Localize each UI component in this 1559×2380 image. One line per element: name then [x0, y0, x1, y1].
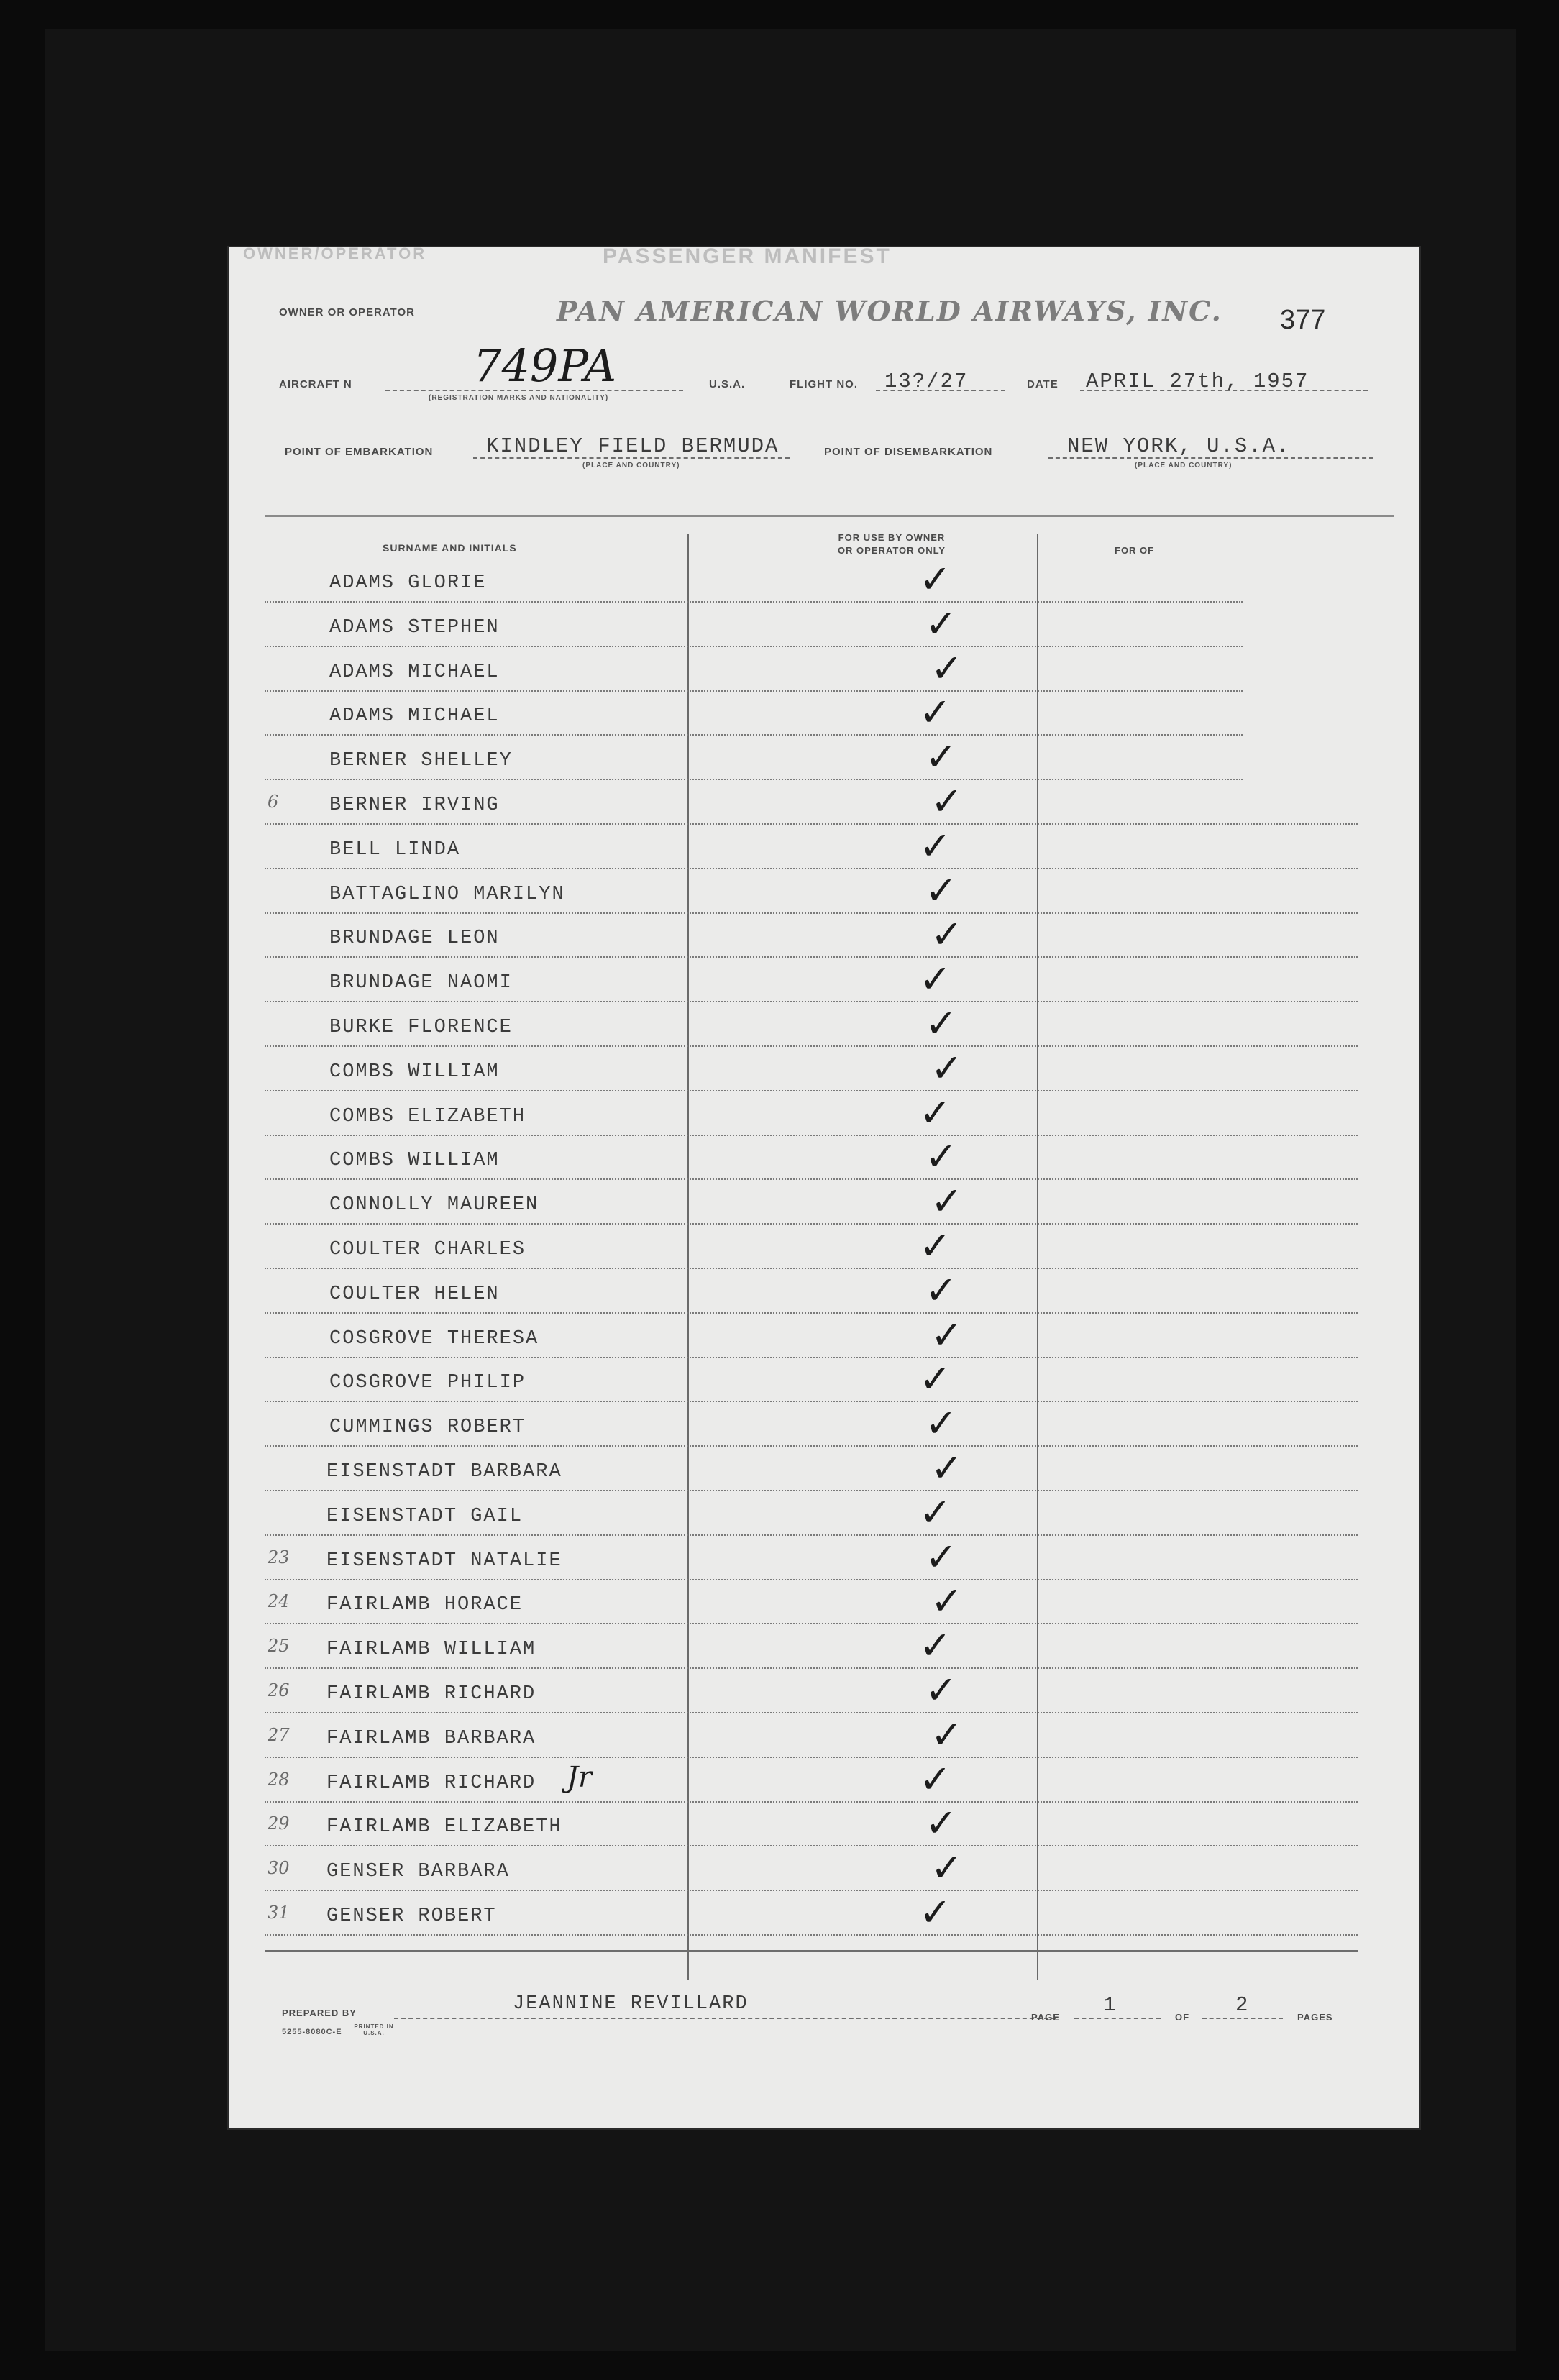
aircraft-label: AIRCRAFT N: [279, 378, 352, 390]
row-rule: [265, 1890, 1358, 1891]
passenger-name: ADAMS STEPHEN: [329, 617, 500, 639]
passenger-name: FAIRLAMB RICHARD: [326, 1683, 536, 1705]
check-mark-icon: ✓: [919, 1090, 952, 1135]
row-rule: [265, 1623, 1358, 1624]
passenger-name: GENSER BARBARA: [326, 1861, 510, 1882]
check-mark-icon: ✓: [919, 1623, 952, 1668]
check-mark-icon: ✓: [931, 1178, 964, 1224]
passenger-name: EISENSTADT NATALIE: [326, 1550, 562, 1572]
check-mark-icon: ✓: [931, 1045, 964, 1091]
prepared-by-label: PREPARED BY: [282, 2008, 357, 2018]
passenger-name: BATTAGLINO MARILYN: [329, 884, 565, 905]
usa-label: U.S.A.: [709, 378, 746, 390]
row-rule: [265, 1579, 1358, 1580]
owner-use-header-1: FOR USE BY OWNER: [838, 532, 946, 543]
row-rule: [265, 1001, 1358, 1002]
passenger-name: BERNER IRVING: [329, 795, 500, 816]
row-number: 31: [268, 1903, 290, 1923]
row-rule: [265, 1045, 1358, 1047]
check-mark-icon: ✓: [925, 734, 958, 779]
passenger-name: COULTER CHARLES: [329, 1239, 526, 1260]
row-rule: [265, 912, 1358, 914]
printed-in-usa: PRINTED IN U.S.A.: [354, 2023, 394, 2036]
row-number: 24: [268, 1591, 290, 1611]
passenger-name: EISENSTADT BARBARA: [326, 1461, 562, 1483]
row-number: 6: [268, 792, 279, 812]
embark-sublabel: (PLACE AND COUNTRY): [582, 462, 680, 470]
check-mark-icon: ✓: [919, 1757, 952, 1802]
surname-column-header: SURNAME AND INITIALS: [383, 542, 517, 554]
row-number: 26: [268, 1680, 290, 1701]
row-rule: [265, 868, 1358, 869]
passenger-name: ADAMS MICHAEL: [329, 705, 500, 727]
check-mark-icon: ✓: [931, 1578, 964, 1624]
check-mark-icon: ✓: [925, 868, 958, 913]
jr-annotation: Jr: [567, 1761, 593, 1794]
passenger-name: CUMMINGS ROBERT: [329, 1416, 526, 1438]
check-mark-icon: ✓: [931, 1445, 964, 1491]
row-number: 30: [268, 1858, 290, 1878]
check-mark-icon: ✓: [925, 1134, 958, 1179]
check-mark-icon: ✓: [931, 779, 964, 824]
row-number: 28: [268, 1770, 290, 1790]
passenger-name: COMBS WILLIAM: [329, 1150, 500, 1171]
aircraft-value: 749PA: [473, 339, 617, 392]
passenger-name: BELL LINDA: [329, 839, 461, 861]
row-number: 23: [268, 1547, 290, 1567]
passenger-name: EISENSTADT GAIL: [326, 1506, 524, 1527]
passenger-name: COSGROVE PHILIP: [329, 1372, 526, 1393]
passenger-name: GENSER ROBERT: [326, 1905, 497, 1927]
date-value: APRIL 27th, 1957: [1086, 370, 1309, 393]
row-rule: [265, 1401, 1358, 1402]
flight-label: FLIGHT NO.: [790, 378, 858, 390]
disembark-value: NEW YORK, U.S.A.: [1067, 434, 1291, 458]
for-of-column-header: FOR OF: [1115, 545, 1155, 556]
passenger-name: BRUNDAGE NAOMI: [329, 972, 513, 994]
row-rule: [265, 1534, 1358, 1536]
passenger-name: BERNER SHELLEY: [329, 750, 513, 772]
row-rule: [265, 1268, 1358, 1269]
check-mark-icon: ✓: [919, 690, 952, 735]
owner-use-header-2: OR OPERATOR ONLY: [837, 545, 946, 556]
row-rule: [265, 1934, 1358, 1936]
row-rule: [265, 1490, 1358, 1491]
passenger-name: ADAMS GLORIE: [329, 572, 487, 594]
embark-label: POINT OF EMBARKATION: [285, 446, 434, 458]
passenger-name: FAIRLAMB BARBARA: [326, 1728, 536, 1749]
check-mark-icon: ✓: [925, 1667, 958, 1713]
row-rule: [265, 1090, 1358, 1091]
passenger-name: ADAMS MICHAEL: [329, 662, 500, 683]
check-mark-icon: ✓: [925, 601, 958, 646]
check-mark-icon: ✓: [919, 1490, 952, 1535]
ghost-left-text: OWNER/OPERATOR: [243, 247, 427, 262]
row-rule: [265, 1801, 1358, 1803]
row-number: 25: [268, 1636, 290, 1656]
check-mark-icon: ✓: [925, 1268, 958, 1313]
check-mark-icon: ✓: [919, 823, 952, 869]
check-mark-icon: ✓: [931, 1845, 964, 1890]
of-label: OF: [1175, 2012, 1190, 2023]
check-mark-icon: ✓: [931, 1312, 964, 1358]
row-rule: [265, 734, 1243, 736]
row-rule: [265, 1223, 1358, 1225]
passenger-name: BRUNDAGE LEON: [329, 928, 500, 949]
embark-value: KINDLEY FIELD BERMUDA: [486, 434, 779, 458]
check-mark-icon: ✓: [931, 912, 964, 957]
form-number: 5255-8080C-E: [282, 2028, 342, 2036]
check-mark-icon: ✓: [925, 1001, 958, 1046]
passenger-name: COSGROVE THERESA: [329, 1328, 539, 1350]
row-rule: [265, 1445, 1358, 1447]
row-rule: [265, 1135, 1358, 1136]
passenger-name: COMBS ELIZABETH: [329, 1106, 526, 1127]
row-rule: [265, 1757, 1358, 1758]
passenger-name: COMBS WILLIAM: [329, 1061, 500, 1083]
row-number: 27: [268, 1725, 290, 1745]
row-rule: [265, 646, 1243, 647]
row-rule: [265, 690, 1243, 692]
check-mark-icon: ✓: [919, 1356, 952, 1401]
disembark-sublabel: (PLACE AND COUNTRY): [1135, 462, 1233, 470]
passenger-name: FAIRLAMB HORACE: [326, 1594, 524, 1616]
pages-label: PAGES: [1297, 2012, 1333, 2023]
row-rule: [265, 1357, 1358, 1358]
row-rule: [265, 1312, 1358, 1314]
check-mark-icon: ✓: [919, 1223, 952, 1268]
check-mark-icon: ✓: [931, 646, 964, 691]
company-name: PAN AMERICAN WORLD AIRWAYS, INC.: [557, 295, 1222, 327]
check-mark-icon: ✓: [925, 1534, 958, 1580]
check-mark-icon: ✓: [919, 956, 952, 1002]
disembark-label: POINT OF DISEMBARKATION: [824, 446, 993, 458]
aircraft-sublabel: (REGISTRATION MARKS AND NATIONALITY): [429, 394, 609, 402]
passenger-name: COULTER HELEN: [329, 1283, 500, 1305]
page-value: 1: [1103, 1993, 1117, 2017]
passenger-name: FAIRLAMB RICHARD: [326, 1772, 536, 1794]
check-mark-icon: ✓: [931, 1712, 964, 1757]
check-mark-icon: ✓: [925, 1800, 958, 1846]
row-rule: [265, 1667, 1358, 1669]
ghost-header-text: PASSENGER MANIFEST: [603, 247, 892, 268]
passenger-name: FAIRLAMB ELIZABETH: [326, 1816, 562, 1838]
check-mark-icon: ✓: [919, 1890, 952, 1935]
row-rule: [265, 601, 1243, 603]
page-label: PAGE: [1031, 2012, 1060, 2023]
row-number: 29: [268, 1813, 290, 1834]
row-rule: [265, 1845, 1358, 1846]
row-rule: [265, 1712, 1358, 1713]
check-mark-icon: ✓: [925, 1401, 958, 1446]
passenger-manifest-page: [229, 247, 1419, 2128]
owner-label: OWNER OR OPERATOR: [279, 306, 415, 319]
page-number: 377: [1280, 305, 1326, 335]
row-rule: [265, 1178, 1358, 1180]
of-value: 2: [1235, 1993, 1250, 2017]
check-mark-icon: ✓: [919, 557, 952, 602]
row-rule: [265, 956, 1358, 958]
prepared-by-value: JEANNINE REVILLARD: [513, 1993, 749, 2015]
row-rule: [265, 779, 1243, 780]
date-label: DATE: [1027, 378, 1059, 390]
passenger-name: FAIRLAMB WILLIAM: [326, 1639, 536, 1660]
flight-value: 13?/27: [884, 370, 969, 393]
passenger-name: BURKE FLORENCE: [329, 1017, 513, 1038]
row-rule: [265, 823, 1358, 825]
passenger-name: CONNOLLY MAUREEN: [329, 1194, 539, 1216]
